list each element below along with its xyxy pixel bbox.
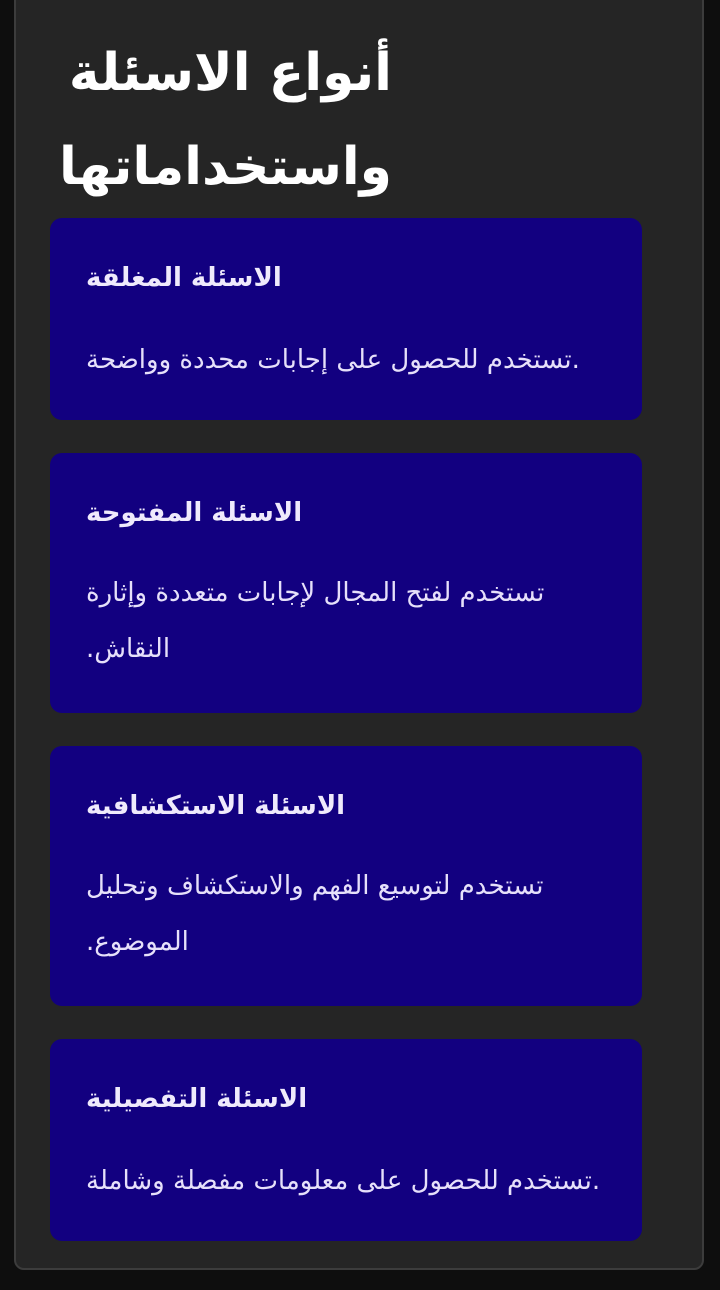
page-title: أنواع الاسئلة واستخداماتها xyxy=(59,43,392,197)
question-type-card-exploratory xyxy=(50,746,642,1006)
question-type-card-open xyxy=(50,453,642,713)
card-description: تستخدم لفتح المجال لإجابات متعددة وإثارة النقاش. xyxy=(86,578,545,664)
question-type-card-closed xyxy=(50,218,642,420)
card-title: الاسئلة المغلقة xyxy=(86,263,282,293)
card-description: .تستخدم للحصول على إجابات محددة وواضحة xyxy=(86,345,580,375)
card-title: الاسئلة المفتوحة xyxy=(86,498,303,528)
card-description: تستخدم لتوسيع الفهم والاستكشاف وتحليل الموضوع. xyxy=(86,871,544,957)
question-type-card-detailed xyxy=(50,1039,642,1241)
card-title: الاسئلة التفصيلية xyxy=(86,1084,308,1114)
card-title: الاسئلة الاستكشافية xyxy=(86,791,346,821)
card-description: .تستخدم للحصول على معلومات مفصلة وشاملة xyxy=(86,1166,601,1196)
